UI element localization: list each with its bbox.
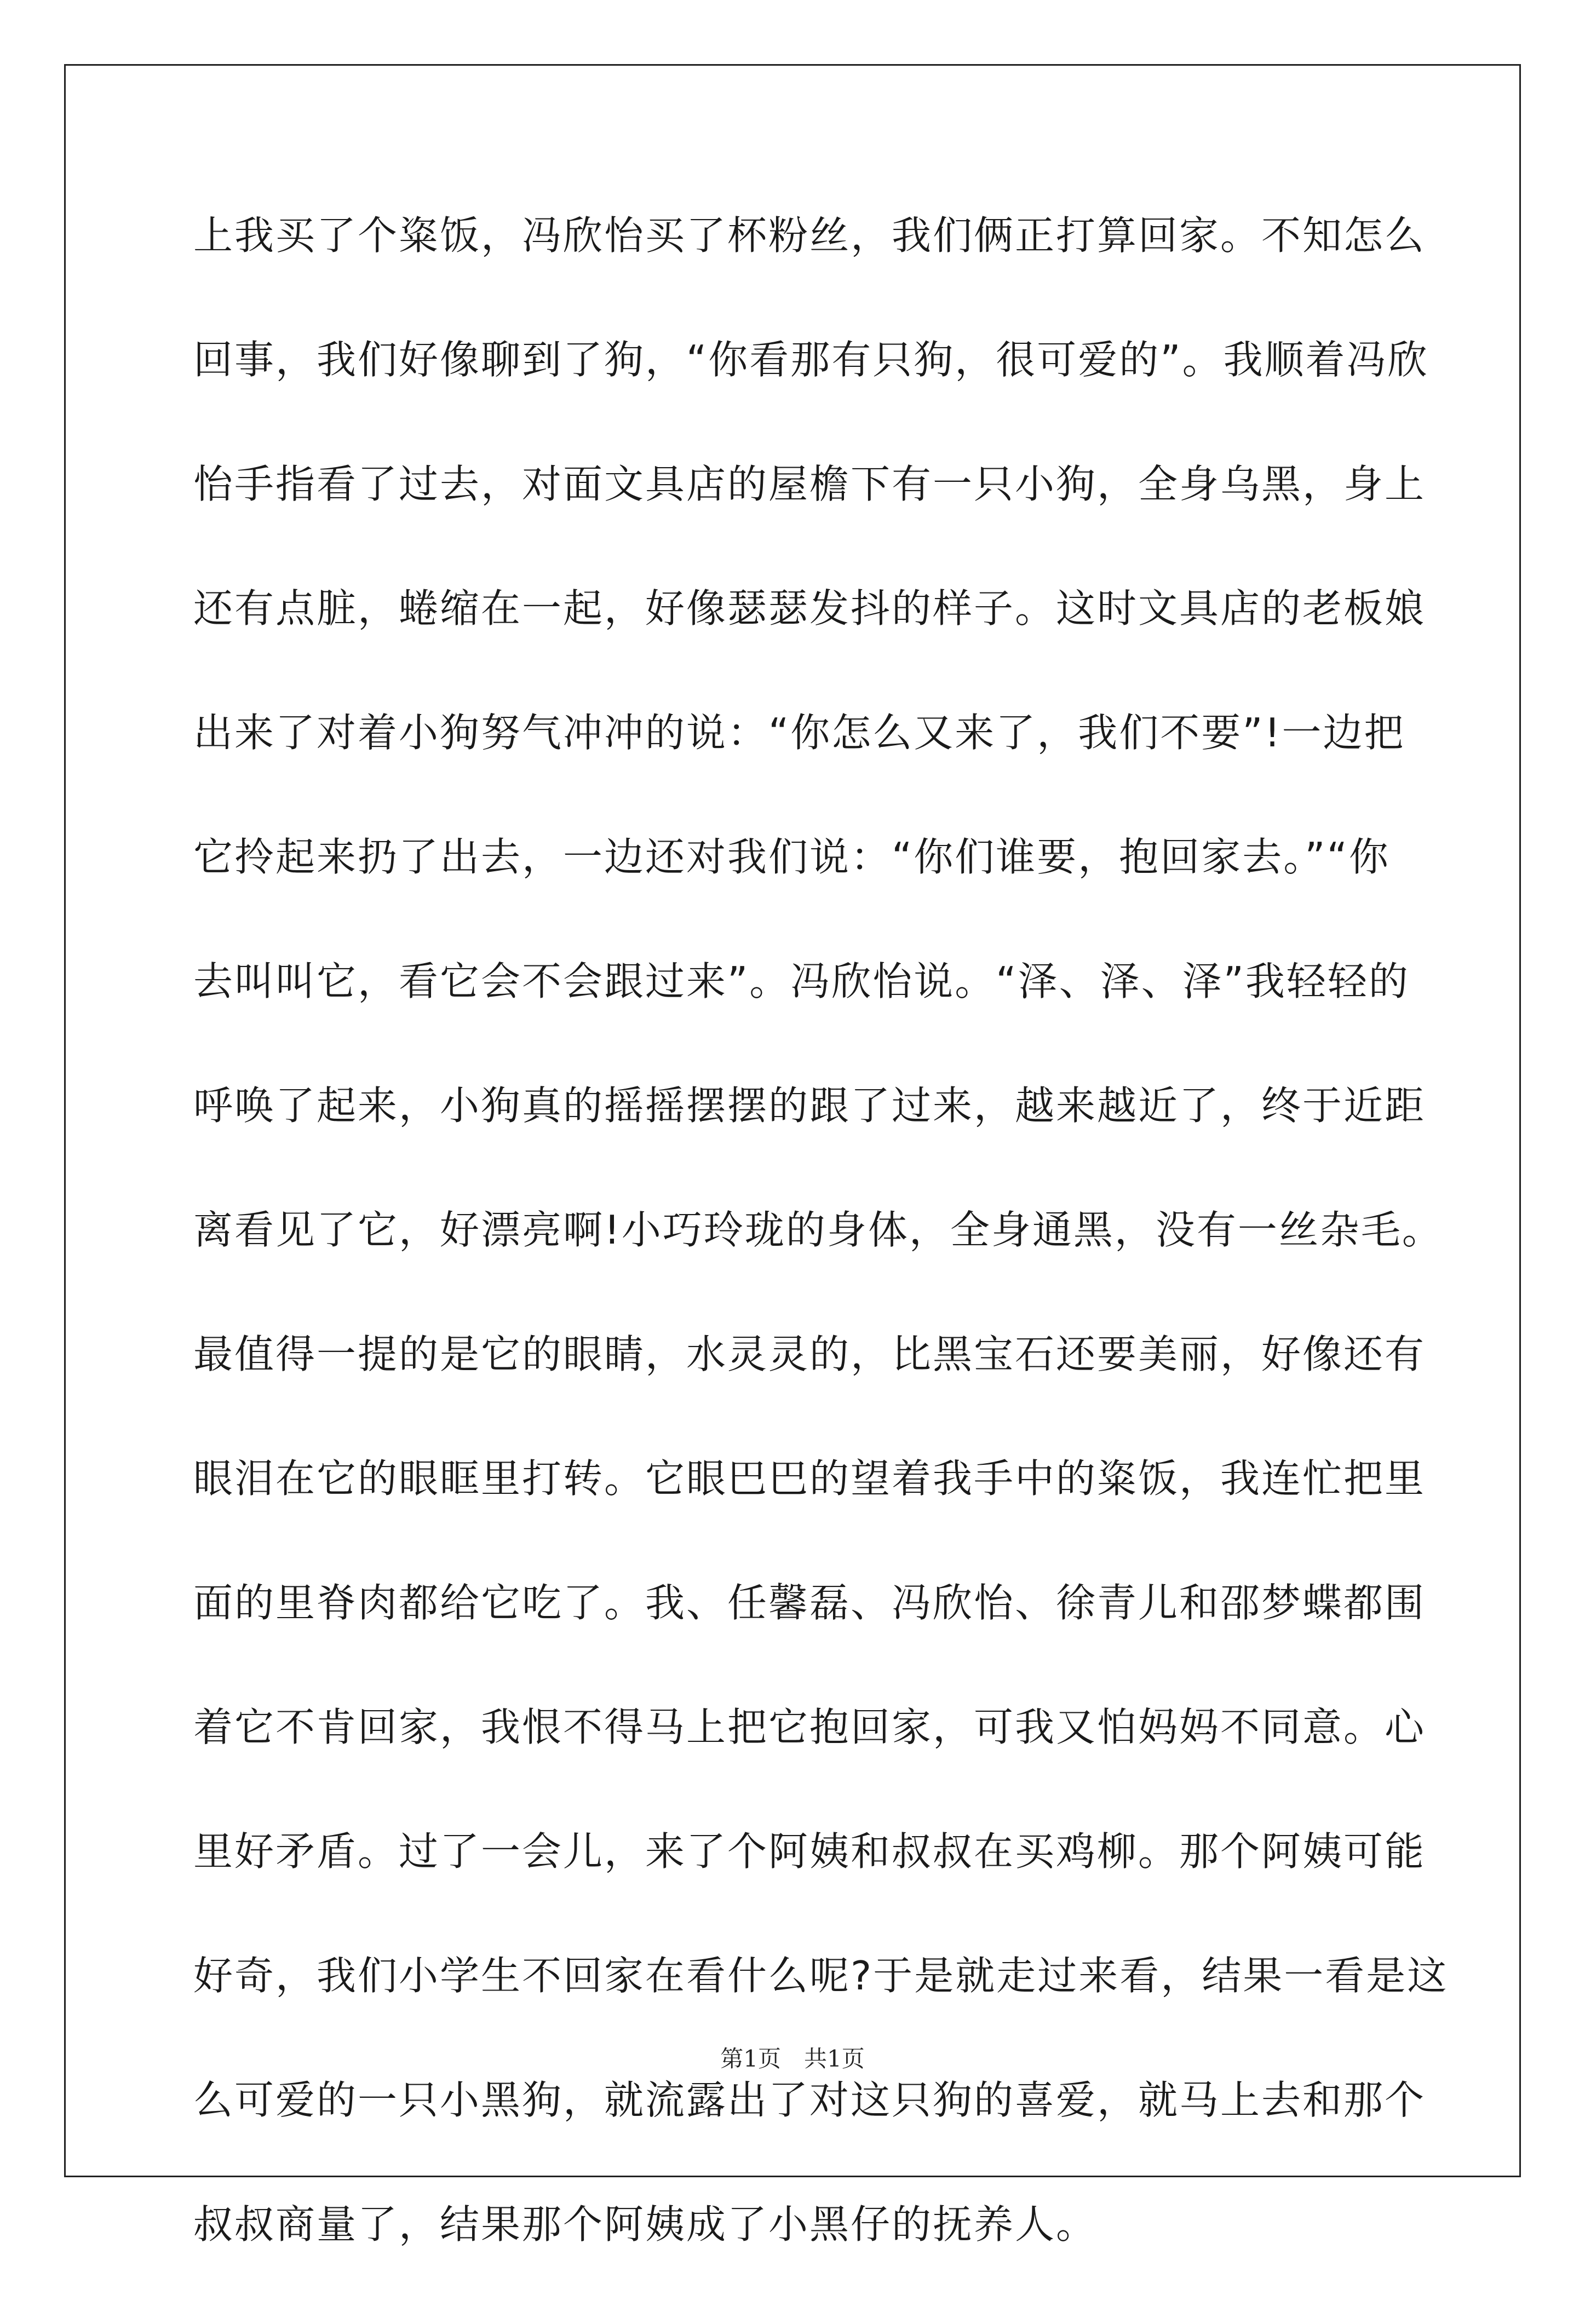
body-text [193, 211, 1449, 2324]
page-footer: 第1页 共1页 [720, 2045, 865, 2072]
text-line: 它拎起来扔了出去，一边还对我们说：“你们谁要，抱回家去。”“你 [193, 834, 1390, 880]
text-line: 里好矛盾。过了一会儿，来了个阿姨和叔叔在买鸡柳。那个阿姨可能 [193, 1828, 1426, 1874]
text-line: 出来了对着小狗努气冲冲的说：“你怎么又来了，我们不要”!一边把 [193, 710, 1405, 756]
text-line: 叔叔商量了，结果那个阿姨成了小黑仔的抚养人。 [193, 2201, 1098, 2247]
text-line: 面的里脊肉都给它吃了。我、任馨磊、冯欣怡、徐青儿和邵梦蝶都围 [193, 1580, 1426, 1626]
text-line: 着它不肯回家，我恨不得马上把它抱回家，可我又怕妈妈不同意。心 [193, 1704, 1426, 1750]
text-line: 最值得一提的是它的眼睛，水灵灵的，比黑宝石还要美丽，好像还有 [193, 1331, 1426, 1377]
text-line: 呼唤了起来，小狗真的摇摇摆摆的跟了过来，越来越近了，终于近距 [193, 1083, 1426, 1129]
text-line: 去叫叫它，看它会不会跟过来”。冯欣怡说。“泽、泽、泽”我轻轻的 [193, 958, 1410, 1004]
text-line: 好奇，我们小学生不回家在看什么呢?于是就走过来看，结果一看是这 [193, 1953, 1449, 1999]
text-line: 眼泪在它的眼眶里打转。它眼巴巴的望着我手中的粢饭，我连忙把里 [193, 1456, 1426, 1502]
text-line: 么可爱的一只小黑狗，就流露出了对这只狗的喜爱，就马上去和那个 [193, 2077, 1426, 2123]
text-line: 离看见了它，好漂亮啊!小巧玲珑的身体，全身通黑，没有一丝杂毛。 [193, 1207, 1443, 1253]
text-line: 怡手指看了过去，对面文具店的屋檐下有一只小狗，全身乌黑，身上 [193, 461, 1426, 507]
text-line: 还有点脏，蜷缩在一起，好像瑟瑟发抖的样子。这时文具店的老板娘 [193, 585, 1426, 631]
text-line: 回事，我们好像聊到了狗，“你看那有只狗，很可爱的”。我顺着冯欣 [193, 337, 1429, 383]
text-line: 上我买了个粢饭，冯欣怡买了杯粉丝，我们俩正打算回家。不知怎么 [193, 212, 1426, 258]
